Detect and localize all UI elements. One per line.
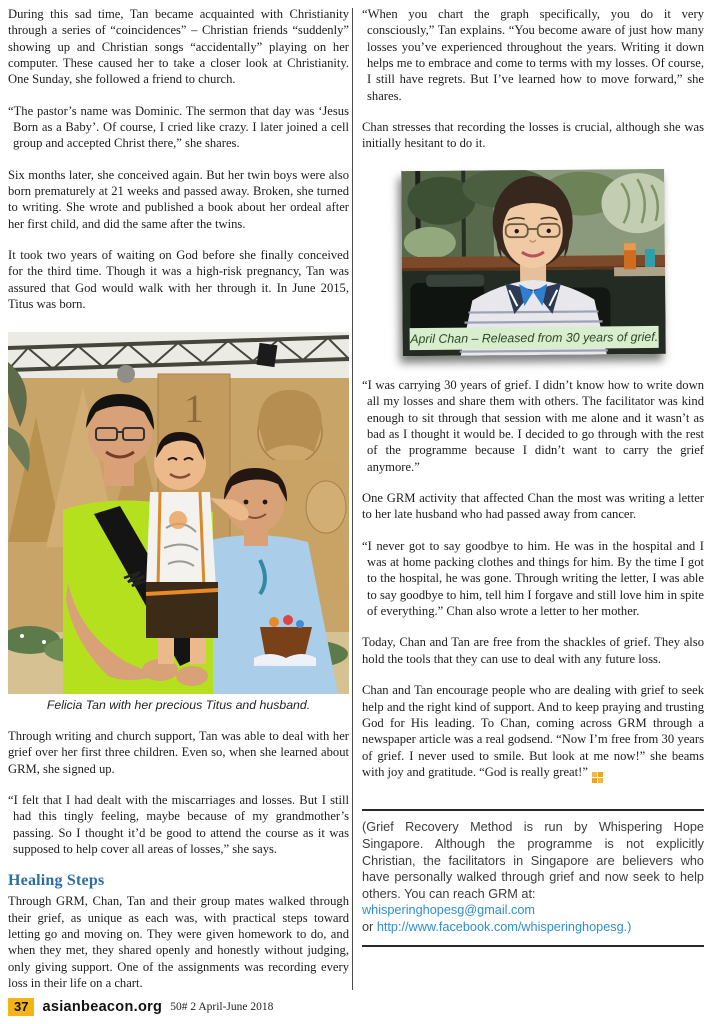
page-footer — [8, 997, 273, 1017]
left-column — [8, 6, 349, 1006]
paragraph: “When you chart the graph specifically, you do it very consciously,” Tan explains. “You become aware of just how many losses you’ve experienced throughout the years. Writing it down helps me to embrace and come to terms with my losses. Of course, I still have regrets. But I’ve learned how to move forward,” she shares. — [362, 7, 704, 103]
column-divider — [352, 8, 353, 990]
footnote-or: or — [362, 919, 374, 934]
paragraph-text: Chan and Tan encourage people who are dealing with grief to seek help and the right kind of support. And to keep praying and trusting God for His leading. To Chan, coming across GRM through a newspaper article was a real godsend. “Now I’m free from 30 years of grief. I never used to smile. But look at me now!” she beams with joy and gratitude. “God is really great!” — [362, 683, 704, 779]
april-chan-caption: April Chan – Released from 30 years of grief. — [409, 326, 658, 350]
paragraph: Six months later, she conceived again. But her twin boys were also born prematurely at 21 weeks and passed away. Broken, she turned to writing. She wrote and published a book about her ordeal after her first child, and did the same after the twins. — [8, 167, 349, 231]
footnote-text: (Grief Recovery Method is run by Whispering Hope Singapore. Although the programme is not explicitly Christian, the facilitators in Singapore are believers who have personally walked through grief and now seek to help others. You can reach GRM at: — [362, 820, 704, 901]
paragraph: “I never got to say goodbye to him. He was in the hospital and I was at home packing clothes and things for him. By the time I got to the hospital, he was gone. Through writing the letter, I was able to say goodbye to him, tell him I forgave and still love him in spite of everything.” Chan also wrote a letter to her mother. — [362, 538, 704, 619]
paragraph: It took two years of waiting on God before she finally conceived for the third time. Though it was a high-risk pregnancy, Tan was assured that God would walk with her through it. In June 2015, Titus was born. — [8, 248, 349, 312]
grm-footnote — [362, 809, 704, 946]
left-column-text-top — [8, 6, 349, 332]
email-link[interactable]: whisperinghopesg@gmail.com — [362, 903, 535, 918]
paragraph: “The pastor’s name was Dominic. The sermon that day was ‘Jesus Born as a Baby’. Of course, I cried like crazy. I later joined a cell group and accepted Christ there,” she shares. — [8, 103, 349, 151]
page-number-badge: 37 — [8, 998, 34, 1016]
paragraph: One GRM activity that affected Chan the most was writing a letter to her late husband who had passed away from cancer. — [362, 491, 704, 522]
issue-info: 50# 2 April-June 2018 — [170, 1001, 274, 1013]
right-column — [362, 6, 704, 947]
end-of-article-icon — [592, 772, 604, 784]
paragraph: Chan stresses that recording the losses is crucial, although she was initially hesitant to do it. — [362, 120, 704, 151]
paragraph — [362, 682, 704, 783]
family-photo — [8, 332, 349, 694]
svg-text:1: 1 — [184, 386, 204, 431]
april-chan-photo — [401, 169, 666, 356]
paragraph: Today, Chan and Tan are free from the shackles of grief. They also hold the tools that they can use to deal with any future loss. — [362, 635, 704, 666]
facebook-link[interactable]: http://www.facebook.com/whisperinghopesg.) — [376, 919, 632, 934]
paragraph: Through writing and church support, Tan was able to deal with her grief over her first three children. Even so, when she learned about GRM, she signed up. — [8, 729, 349, 776]
site-name: asianbeacon.org — [42, 999, 163, 1015]
paragraph: “I felt that I had dealt with the miscarriages and losses. But I still had this tingly feeling, maybe because of my grandmother’s passing. So I thought it’d be good to attend the course as it was supposed to help cover all areas of losses,” she says. — [8, 793, 349, 857]
paragraph: Through GRM, Chan, Tan and their group mates walked through their grief, as unique as each was, with practical steps toward letting go and moving on. They were given homework to do, and when they met, they shared openly and honestly without judging, only giving support. One of the assignments was recording every loss in their life on a chart. — [8, 894, 349, 991]
family-photo-caption: Felicia Tan with her precious Titus and husband. — [46, 698, 311, 712]
section-heading: Healing Steps — [8, 872, 105, 890]
paragraph: “I was carrying 30 years of grief. I didn’t know how to write down all my losses and share them with others. The facilitator was kind enough to sit through that session with me alone and it wasn’t as bad as I thought it would be. I decided to go through with the rest of the programme because I didn’t want to carry the grief anymore.” — [362, 378, 704, 474]
right-column-text-top — [362, 6, 704, 156]
paragraph: During this sad time, Tan became acquainted with Christianity through a series of “coincidences” – Christian friends “suddenly” showing up and Christian songs “accidentally” playing on her computer. These caused her to take a closer look at Christianity. One Sunday, she followed a friend to church. — [8, 7, 349, 87]
